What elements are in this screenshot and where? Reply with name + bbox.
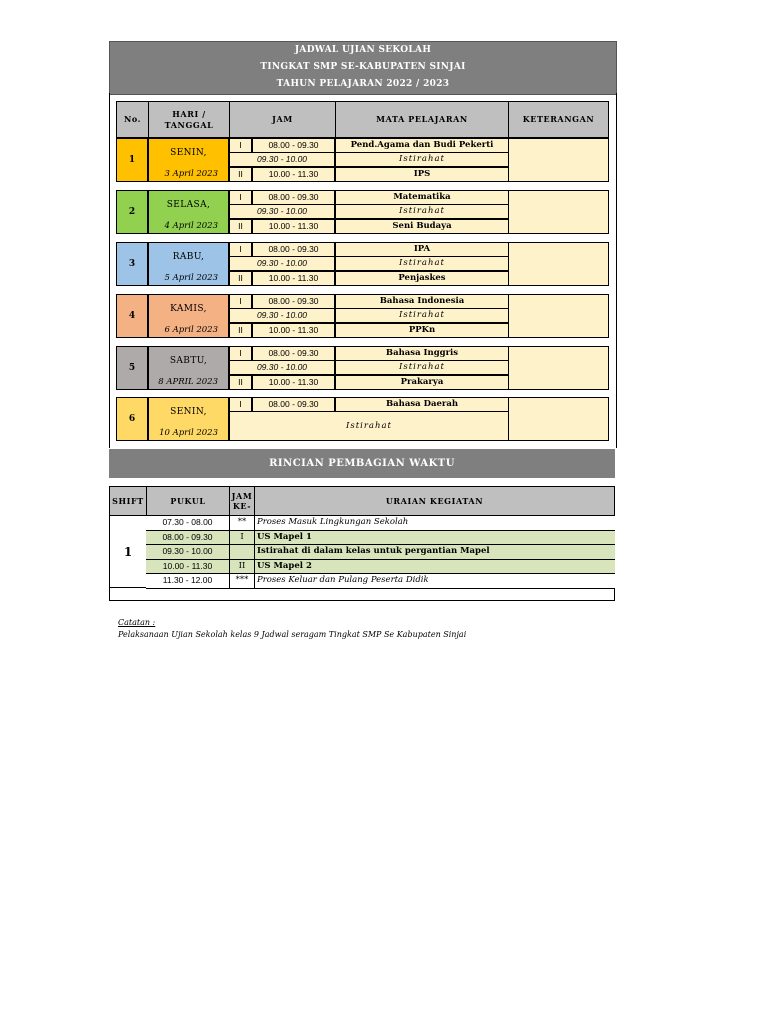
day-name: RABU, — [172, 252, 205, 262]
jam-ke-cell — [230, 545, 255, 559]
jam-ke: I — [229, 138, 252, 153]
istirahat-time: 09.30 - 10.00 — [229, 308, 335, 323]
day-date — [148, 294, 229, 338]
day-tanggal: 4 April 2023 — [164, 221, 218, 231]
jam-ke-cell: ** — [230, 516, 255, 530]
istirahat-time: 09.30 - 10.00 — [229, 204, 335, 219]
catatan-text: Pelaksanaan Ujian Sekolah kelas 9 Jadwal seragam Tingkat SMP Se Kabupaten Sinjai — [118, 630, 467, 639]
day-row-3 — [116, 242, 609, 286]
keterangan-cell — [508, 294, 609, 338]
mata-pelajaran: IPA — [335, 242, 509, 257]
rincian-title: RINCIAN PEMBAGIAN WAKTU — [109, 449, 615, 478]
keterangan-cell — [508, 138, 609, 182]
pukul-cell: 07.30 - 08.00 — [146, 516, 230, 530]
day-tanggal: 3 April 2023 — [164, 169, 218, 179]
day-date — [148, 138, 229, 182]
day-row-1 — [116, 138, 609, 182]
day-date — [148, 346, 229, 390]
jam-ke-head: JAM KE- — [230, 487, 255, 516]
pukul-cell: 09.30 - 10.00 — [146, 545, 230, 559]
day-number: 3 — [116, 242, 148, 286]
mata-pelajaran: Pend.Agama dan Budi Pekerti — [335, 138, 509, 153]
istirahat-label: Istirahat — [335, 308, 509, 323]
shift-number: 1 — [110, 516, 147, 588]
catatan-label: Catatan : — [118, 618, 156, 627]
istirahat-label: Istirahat — [335, 256, 509, 271]
day-date — [148, 190, 229, 234]
uraian-head: URAIAN KEGIATAN — [255, 487, 614, 516]
shift-row — [146, 531, 615, 546]
catatan-note — [118, 617, 466, 641]
jam-ke: I — [229, 242, 252, 257]
jam-time: 08.00 - 09.30 — [252, 138, 335, 153]
day-row-4 — [116, 294, 609, 338]
istirahat-label: Istirahat — [335, 360, 509, 375]
jam-ke: I — [229, 346, 252, 361]
col-keterangan: KETERANGAN — [508, 101, 609, 138]
jam-ke: I — [229, 397, 252, 412]
jam-time: 08.00 - 09.30 — [252, 397, 335, 412]
pukul-head: PUKUL — [147, 487, 230, 516]
jam-ke: II — [229, 323, 252, 338]
mata-pelajaran: Seni Budaya — [335, 219, 509, 234]
jam-ke: I — [229, 294, 252, 309]
mata-pelajaran: Bahasa Indonesia — [335, 294, 509, 309]
keterangan-cell — [508, 346, 609, 390]
mata-pelajaran: PPKn — [335, 323, 509, 338]
day-date — [148, 242, 229, 286]
day-tanggal: 6 April 2023 — [164, 325, 218, 335]
day-number: 2 — [116, 190, 148, 234]
istirahat-label: Istirahat — [335, 152, 509, 167]
jam-time: 10.00 - 11.30 — [252, 167, 335, 182]
jam-time: 08.00 - 09.30 — [252, 190, 335, 205]
jam-time: 10.00 - 11.30 — [252, 271, 335, 286]
jam-ke: II — [229, 271, 252, 286]
day-name: KAMIS, — [170, 304, 207, 314]
day-name: SENIN, — [170, 148, 207, 158]
mata-pelajaran: Bahasa Inggris — [335, 346, 509, 361]
uraian-cell: Istirahat di dalam kelas untuk pergantian Mapel — [257, 546, 490, 556]
istirahat-time: 09.30 - 10.00 — [229, 360, 335, 375]
shift-table — [109, 486, 615, 601]
mata-pelajaran: IPS — [335, 167, 509, 182]
mata-pelajaran: Prakarya — [335, 375, 509, 390]
keterangan-cell — [508, 397, 609, 441]
day-tanggal: 8 APRIL 2023 — [158, 377, 218, 387]
day-number: 5 — [116, 346, 148, 390]
shift-row — [146, 574, 615, 589]
jam-time: 08.00 - 09.30 — [252, 294, 335, 309]
day-row-6 — [116, 397, 609, 441]
col-mata-pelajaran: MATA PELAJARAN — [335, 101, 509, 138]
day-row-2 — [116, 190, 609, 234]
pukul-cell: 11.30 - 12.00 — [146, 574, 230, 588]
jam-ke: I — [229, 190, 252, 205]
jam-time: 10.00 - 11.30 — [252, 219, 335, 234]
keterangan-cell — [508, 242, 609, 286]
header-subtitle: TINGKAT SMP SE-KABUPATEN SINJAI — [260, 62, 466, 72]
jam-ke-cell: I — [230, 531, 255, 545]
istirahat-time: 09.30 - 10.00 — [229, 256, 335, 271]
jam-ke-cell: *** — [230, 574, 255, 588]
uraian-cell: Proses Keluar dan Pulang Peserta Didik — [257, 575, 429, 585]
col-jam: JAM — [229, 101, 336, 138]
mata-pelajaran: Matematika — [335, 190, 509, 205]
istirahat-time: 09.30 - 10.00 — [229, 152, 335, 167]
mata-pelajaran: Bahasa Daerah — [335, 397, 509, 412]
jam-time: 08.00 - 09.30 — [252, 346, 335, 361]
day-tanggal: 5 April 2023 — [164, 273, 218, 283]
jam-time: 08.00 - 09.30 — [252, 242, 335, 257]
day-name: SELASA, — [166, 200, 211, 210]
day-name: SABTU, — [169, 356, 208, 366]
shift-row — [146, 516, 615, 531]
col-no: No. — [116, 101, 149, 138]
shift-row — [146, 560, 615, 575]
day-number: 1 — [116, 138, 148, 182]
schedule-header — [109, 41, 617, 95]
uraian-cell: Proses Masuk Lingkungan Sekolah — [257, 517, 409, 527]
jam-ke: II — [229, 167, 252, 182]
header-year: TAHUN PELAJARAN 2022 / 2023 — [276, 79, 450, 89]
jam-time: 10.00 - 11.30 — [252, 375, 335, 390]
shift-head: SHIFT — [110, 487, 147, 516]
col-hari: HARI / TANGGAL — [148, 101, 230, 138]
day-number: 4 — [116, 294, 148, 338]
day-date: SENIN, 10 April 2023 — [148, 397, 229, 441]
istirahat-label: Istirahat — [229, 411, 509, 441]
header-title: JADWAL UJIAN SEKOLAH — [294, 45, 432, 55]
jam-ke: II — [229, 375, 252, 390]
pukul-cell: 08.00 - 09.30 — [146, 531, 230, 545]
jam-ke: II — [229, 219, 252, 234]
pukul-cell: 10.00 - 11.30 — [146, 560, 230, 574]
day-row-5 — [116, 346, 609, 390]
jam-ke-cell: II — [230, 560, 255, 574]
istirahat-label: Istirahat — [335, 204, 509, 219]
shift-row — [146, 545, 615, 560]
day-number: 6 — [116, 397, 148, 441]
keterangan-cell — [508, 190, 609, 234]
jam-time: 10.00 - 11.30 — [252, 323, 335, 338]
uraian-cell: US Mapel 2 — [257, 560, 312, 571]
uraian-cell: US Mapel 1 — [257, 531, 312, 542]
mata-pelajaran: Penjaskes — [335, 271, 509, 286]
